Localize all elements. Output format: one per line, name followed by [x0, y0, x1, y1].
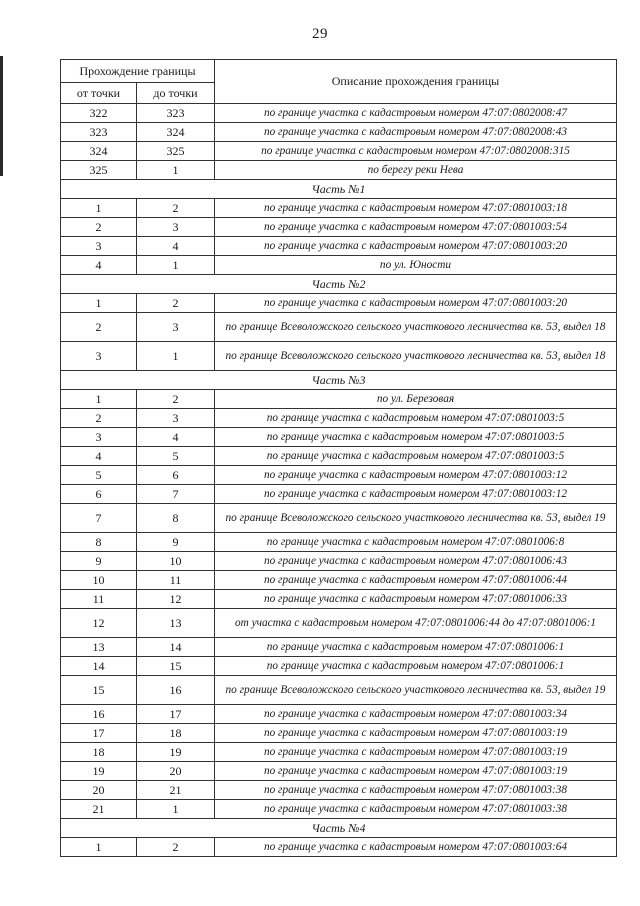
description-cell: по границе участка с кадастровым номером 47:07:0801006:1 — [215, 638, 617, 657]
header-from-point: от точки — [61, 83, 137, 104]
from-point-cell: 10 — [61, 571, 137, 590]
section-row — [61, 180, 617, 199]
to-point-cell: 324 — [137, 123, 215, 142]
to-point-cell: 21 — [137, 781, 215, 800]
description-cell: по берегу реки Нева — [215, 161, 617, 180]
table-body — [61, 104, 617, 857]
from-point-cell: 3 — [61, 342, 137, 371]
section-row — [61, 371, 617, 390]
scan-edge-mark — [0, 56, 3, 176]
from-point-cell: 5 — [61, 466, 137, 485]
table-row — [61, 657, 617, 676]
to-point-cell: 8 — [137, 504, 215, 533]
table-row — [61, 218, 617, 237]
from-point-cell: 19 — [61, 762, 137, 781]
to-point-cell: 20 — [137, 762, 215, 781]
from-point-cell: 322 — [61, 104, 137, 123]
from-point-cell: 12 — [61, 609, 137, 638]
description-cell: по границе Всеволожского сельского участкового лесничества кв. 53, выдел 18 — [215, 342, 617, 371]
description-cell: по границе участка с кадастровым номером 47:07:0801003:20 — [215, 294, 617, 313]
from-point-cell: 2 — [61, 313, 137, 342]
table-header — [61, 60, 617, 104]
description-cell: по границе участка с кадастровым номером 47:07:0801003:54 — [215, 218, 617, 237]
description-cell: по границе участка с кадастровым номером 47:07:0802008:315 — [215, 142, 617, 161]
description-cell: по границе участка с кадастровым номером 47:07:0801003:20 — [215, 237, 617, 256]
table-row — [61, 762, 617, 781]
table-row — [61, 142, 617, 161]
to-point-cell: 1 — [137, 161, 215, 180]
description-cell: по границе участка с кадастровым номером 47:07:0801006:43 — [215, 552, 617, 571]
section-title: Часть №3 — [61, 371, 617, 390]
to-point-cell: 1 — [137, 256, 215, 275]
table-row — [61, 800, 617, 819]
from-point-cell: 325 — [61, 161, 137, 180]
description-cell: по границе участка с кадастровым номером 47:07:0801006:1 — [215, 657, 617, 676]
description-cell: по границе участка с кадастровым номером 47:07:0802008:47 — [215, 104, 617, 123]
description-cell: по границе участка с кадастровым номером 47:07:0801003:12 — [215, 485, 617, 504]
to-point-cell: 4 — [137, 428, 215, 447]
table-row — [61, 533, 617, 552]
description-cell: по границе участка с кадастровым номером 47:07:0801003:34 — [215, 705, 617, 724]
from-point-cell: 11 — [61, 590, 137, 609]
description-cell: по границе участка с кадастровым номером 47:07:0801006:8 — [215, 533, 617, 552]
to-point-cell: 1 — [137, 800, 215, 819]
to-point-cell: 19 — [137, 743, 215, 762]
table-row — [61, 504, 617, 533]
table-row — [61, 609, 617, 638]
description-cell: по границе участка с кадастровым номером 47:07:0802008:43 — [215, 123, 617, 142]
description-cell: по ул. Березовая — [215, 390, 617, 409]
table-row — [61, 161, 617, 180]
table-row — [61, 390, 617, 409]
from-point-cell: 16 — [61, 705, 137, 724]
header-description: Описание прохождения границы — [215, 60, 617, 104]
from-point-cell: 4 — [61, 447, 137, 466]
to-point-cell: 2 — [137, 838, 215, 857]
to-point-cell: 7 — [137, 485, 215, 504]
description-cell: по границе участка с кадастровым номером 47:07:0801003:64 — [215, 838, 617, 857]
section-row — [61, 275, 617, 294]
table-row — [61, 256, 617, 275]
description-cell: по границе участка с кадастровым номером 47:07:0801003:38 — [215, 781, 617, 800]
table-row — [61, 781, 617, 800]
from-point-cell: 2 — [61, 409, 137, 428]
table-row — [61, 743, 617, 762]
table-row — [61, 466, 617, 485]
from-point-cell: 6 — [61, 485, 137, 504]
description-cell: по границе Всеволожского сельского участкового лесничества кв. 53, выдел 18 — [215, 313, 617, 342]
table-row — [61, 676, 617, 705]
table-row — [61, 724, 617, 743]
from-point-cell: 3 — [61, 237, 137, 256]
description-cell: по границе Всеволожского сельского участкового лесничества кв. 53, выдел 19 — [215, 676, 617, 705]
description-cell: по границе участка с кадастровым номером 47:07:0801003:19 — [215, 743, 617, 762]
table-row — [61, 838, 617, 857]
to-point-cell: 1 — [137, 342, 215, 371]
description-cell: от участка с кадастровым номером 47:07:0801006:44 до 47:07:0801006:1 — [215, 609, 617, 638]
to-point-cell: 15 — [137, 657, 215, 676]
to-point-cell: 12 — [137, 590, 215, 609]
from-point-cell: 3 — [61, 428, 137, 447]
from-point-cell: 1 — [61, 838, 137, 857]
table-row — [61, 409, 617, 428]
from-point-cell: 323 — [61, 123, 137, 142]
table-row — [61, 447, 617, 466]
to-point-cell: 9 — [137, 533, 215, 552]
description-cell: по границе участка с кадастровым номером 47:07:0801003:5 — [215, 447, 617, 466]
from-point-cell: 1 — [61, 390, 137, 409]
from-point-cell: 18 — [61, 743, 137, 762]
to-point-cell: 325 — [137, 142, 215, 161]
to-point-cell: 16 — [137, 676, 215, 705]
from-point-cell: 21 — [61, 800, 137, 819]
description-cell: по границе участка с кадастровым номером 47:07:0801006:44 — [215, 571, 617, 590]
header-to-point: до точки — [137, 83, 215, 104]
from-point-cell: 324 — [61, 142, 137, 161]
section-row — [61, 819, 617, 838]
description-cell: по границе участка с кадастровым номером 47:07:0801003:12 — [215, 466, 617, 485]
table-row — [61, 199, 617, 218]
to-point-cell: 10 — [137, 552, 215, 571]
description-cell: по границе участка с кадастровым номером 47:07:0801006:33 — [215, 590, 617, 609]
to-point-cell: 2 — [137, 294, 215, 313]
description-cell: по границе участка с кадастровым номером 47:07:0801003:5 — [215, 428, 617, 447]
to-point-cell: 5 — [137, 447, 215, 466]
to-point-cell: 6 — [137, 466, 215, 485]
from-point-cell: 8 — [61, 533, 137, 552]
table-row — [61, 638, 617, 657]
to-point-cell: 3 — [137, 409, 215, 428]
table-row — [61, 104, 617, 123]
to-point-cell: 2 — [137, 390, 215, 409]
table-row — [61, 294, 617, 313]
description-cell: по границе участка с кадастровым номером 47:07:0801003:5 — [215, 409, 617, 428]
table-row — [61, 123, 617, 142]
description-cell: по границе участка с кадастровым номером 47:07:0801003:38 — [215, 800, 617, 819]
table-row — [61, 485, 617, 504]
from-point-cell: 14 — [61, 657, 137, 676]
to-point-cell: 18 — [137, 724, 215, 743]
section-title: Часть №4 — [61, 819, 617, 838]
description-cell: по границе участка с кадастровым номером 47:07:0801003:19 — [215, 762, 617, 781]
to-point-cell: 11 — [137, 571, 215, 590]
from-point-cell: 15 — [61, 676, 137, 705]
description-cell: по границе участка с кадастровым номером 47:07:0801003:19 — [215, 724, 617, 743]
table-row — [61, 428, 617, 447]
from-point-cell: 20 — [61, 781, 137, 800]
table-row — [61, 237, 617, 256]
from-point-cell: 7 — [61, 504, 137, 533]
table-row — [61, 552, 617, 571]
to-point-cell: 3 — [137, 313, 215, 342]
description-cell: по границе Всеволожского сельского участкового лесничества кв. 53, выдел 19 — [215, 504, 617, 533]
table-row — [61, 590, 617, 609]
from-point-cell: 13 — [61, 638, 137, 657]
from-point-cell: 17 — [61, 724, 137, 743]
to-point-cell: 4 — [137, 237, 215, 256]
table-row — [61, 571, 617, 590]
section-title: Часть №2 — [61, 275, 617, 294]
to-point-cell: 323 — [137, 104, 215, 123]
to-point-cell: 3 — [137, 218, 215, 237]
from-point-cell: 1 — [61, 294, 137, 313]
to-point-cell: 2 — [137, 199, 215, 218]
page-number: 29 — [312, 26, 328, 42]
from-point-cell: 4 — [61, 256, 137, 275]
description-cell: по границе участка с кадастровым номером 47:07:0801003:18 — [215, 199, 617, 218]
table-row — [61, 342, 617, 371]
from-point-cell: 1 — [61, 199, 137, 218]
from-point-cell: 2 — [61, 218, 137, 237]
to-point-cell: 14 — [137, 638, 215, 657]
boundary-table — [60, 59, 617, 857]
section-title: Часть №1 — [61, 180, 617, 199]
table-row — [61, 705, 617, 724]
table-row — [61, 313, 617, 342]
description-cell: по ул. Юности — [215, 256, 617, 275]
from-point-cell: 9 — [61, 552, 137, 571]
to-point-cell: 13 — [137, 609, 215, 638]
header-boundary-passage: Прохождение границы — [61, 60, 215, 83]
to-point-cell: 17 — [137, 705, 215, 724]
